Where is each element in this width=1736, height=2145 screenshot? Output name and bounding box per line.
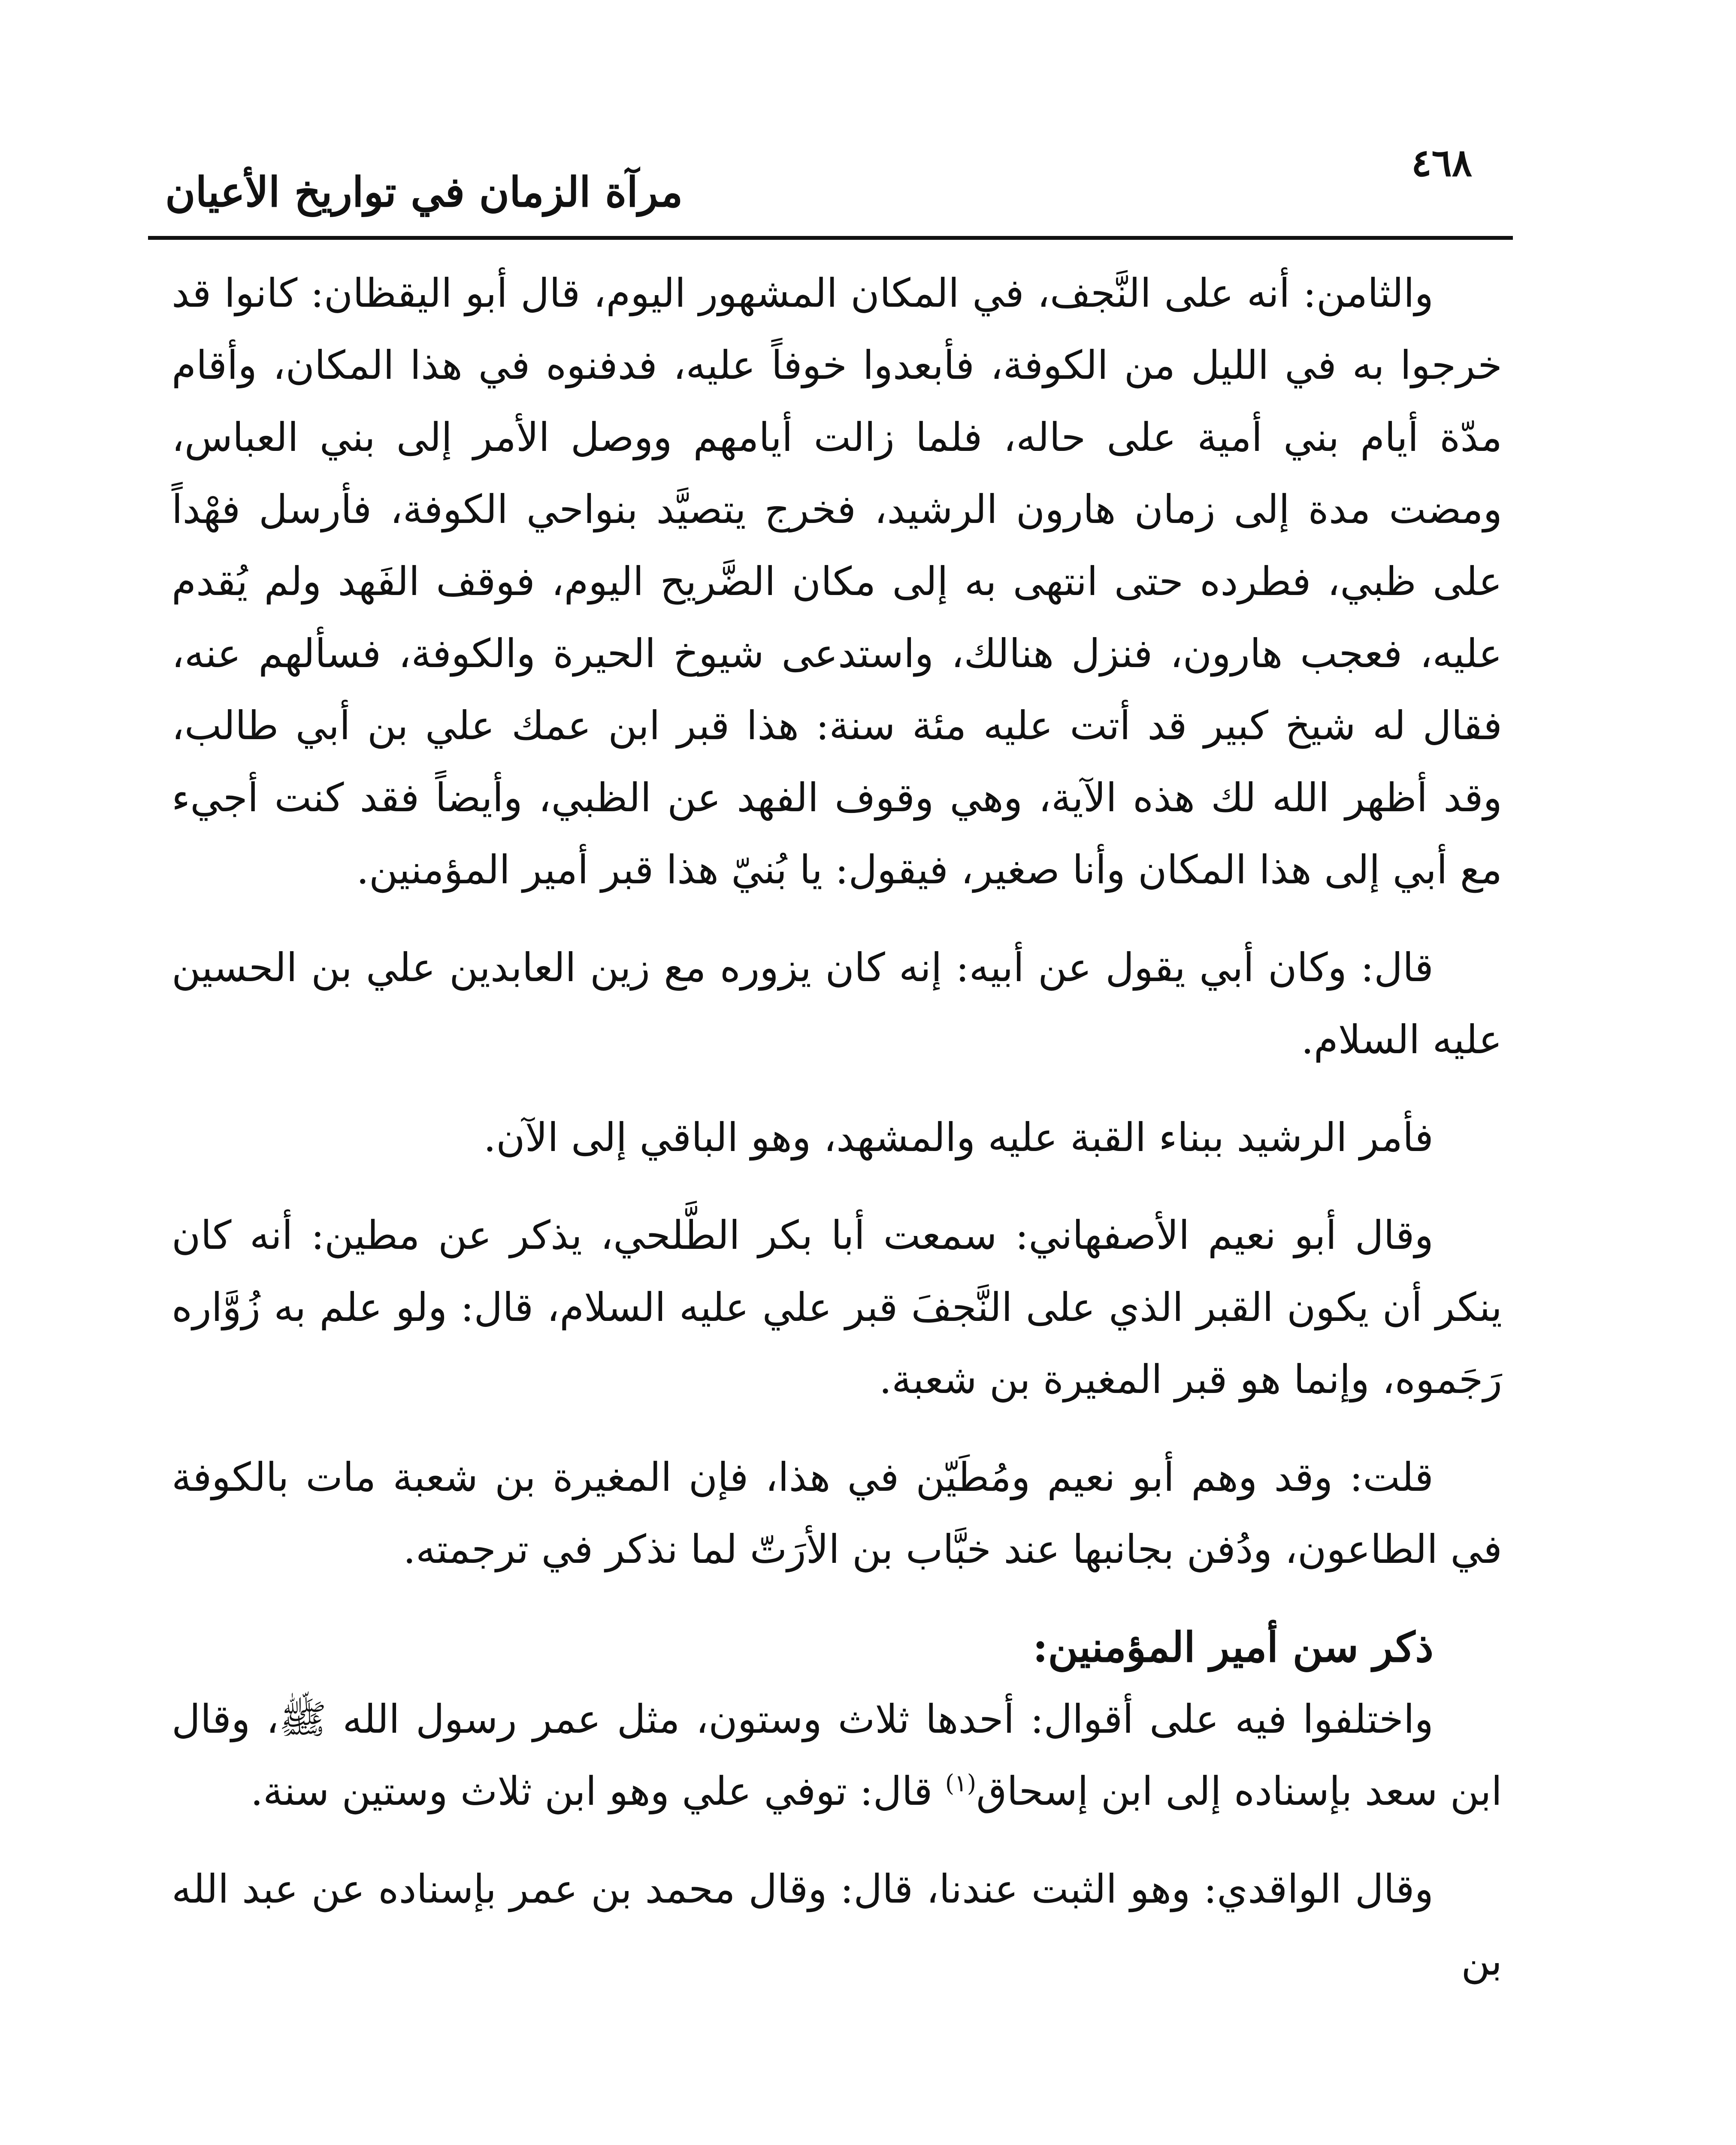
paragraph-eighth-opinion: والثامن: أنه على النَّجف، في المكان المشهور اليوم، قال أبو اليقظان: كانوا قد خرجوا به في الليل من الكوفة، فأبعدوا خوفاً عليه، فدفنوه في هذا المكان، وأقام مدّة أيام بني أمية على حاله، فلما زالت أيامهم ووصل الأمر إلى بني العباس، ومضت مدة إلى زمان هارون الرشيد، فخرج يتصيَّد بنواحي الكوفة، فأرسل فهْداً على ظبي، فطرده حتى انتهى به إلى مكان الضَّريح اليوم، فوقف الفَهد ولم يُقدم عليه، فعجب هارون، فنزل هنالك، واستدعى شيوخ الحيرة والكوفة، فسألهم عنه، فقال له شيخ كبير قد أتت عليه مئة سنة: هذا قبر ابن عمك علي بن أبي طالب، وقد أظهر الله لك هذه الآية، وهي وقوف الفهد عن الظبي، وأيضاً فقد كنت أجيء مع أبي إلى هذا المكان وأنا صغير، فيقول: يا بُنيّ هذا قبر أمير المؤمنين.: [172, 270, 1502, 893]
paragraph-author-comment: قلت: وقد وهم أبو نعيم ومُطَيّن في هذا، فإن المغيرة بن شعبة مات بالكوفة في الطاعون، ودُفن بجانبها عند خبَّاب بن الأرَتّ لما نذكر في ترجمته.: [172, 1454, 1502, 1572]
footnote-reference: (١): [945, 1769, 977, 1797]
paragraph-rashid-dome: فأمر الرشيد ببناء القبة عليه والمشهد، وهو الباقي إلى الآن.: [483, 1115, 1434, 1160]
running-title: مرآة الزمان في تواريخ الأعيان: [165, 168, 683, 216]
paragraph-father-report: قال: وكان أبي يقول عن أبيه: إنه كان يزوره مع زين العابدين علي بن الحسين عليه السلام.: [172, 945, 1502, 1063]
main-text: [172, 257, 1502, 2023]
page-header: [148, 129, 1513, 240]
section-heading: ذكر سن أمير المؤمنين:: [1032, 1623, 1434, 1671]
paragraph-age-text: واختلفوا فيه على أقوال: أحدها ثلاث وستون، مثل عمر رسول الله ﷺ، وقال ابن سعد بإسناده إلى ابن إسحاق: [172, 1696, 1502, 1814]
page-number: ٤٦٨: [1411, 140, 1472, 185]
paragraph-abu-nuaym: وقال أبو نعيم الأصفهاني: سمعت أبا بكر الطَّلحي، يذكر عن مطين: أنه كان ينكر أن يكون القبر الذي على النَّجفَ قبر علي عليه السلام، قال: ولو علم به زُوَّاره رَجَموه، وإنما هو قبر المغيرة بن شعبة.: [172, 1212, 1502, 1402]
paragraph-age-end: قال: توفي علي وهو ابن ثلاث وستين سنة.: [250, 1768, 945, 1814]
paragraph-age-opinions: [172, 1683, 1502, 1828]
paragraph-waqidi: وقال الواقدي: وهو الثبت عندنا، قال: وقال محمد بن عمر بإسناده عن عبد الله بن: [172, 1866, 1502, 1984]
